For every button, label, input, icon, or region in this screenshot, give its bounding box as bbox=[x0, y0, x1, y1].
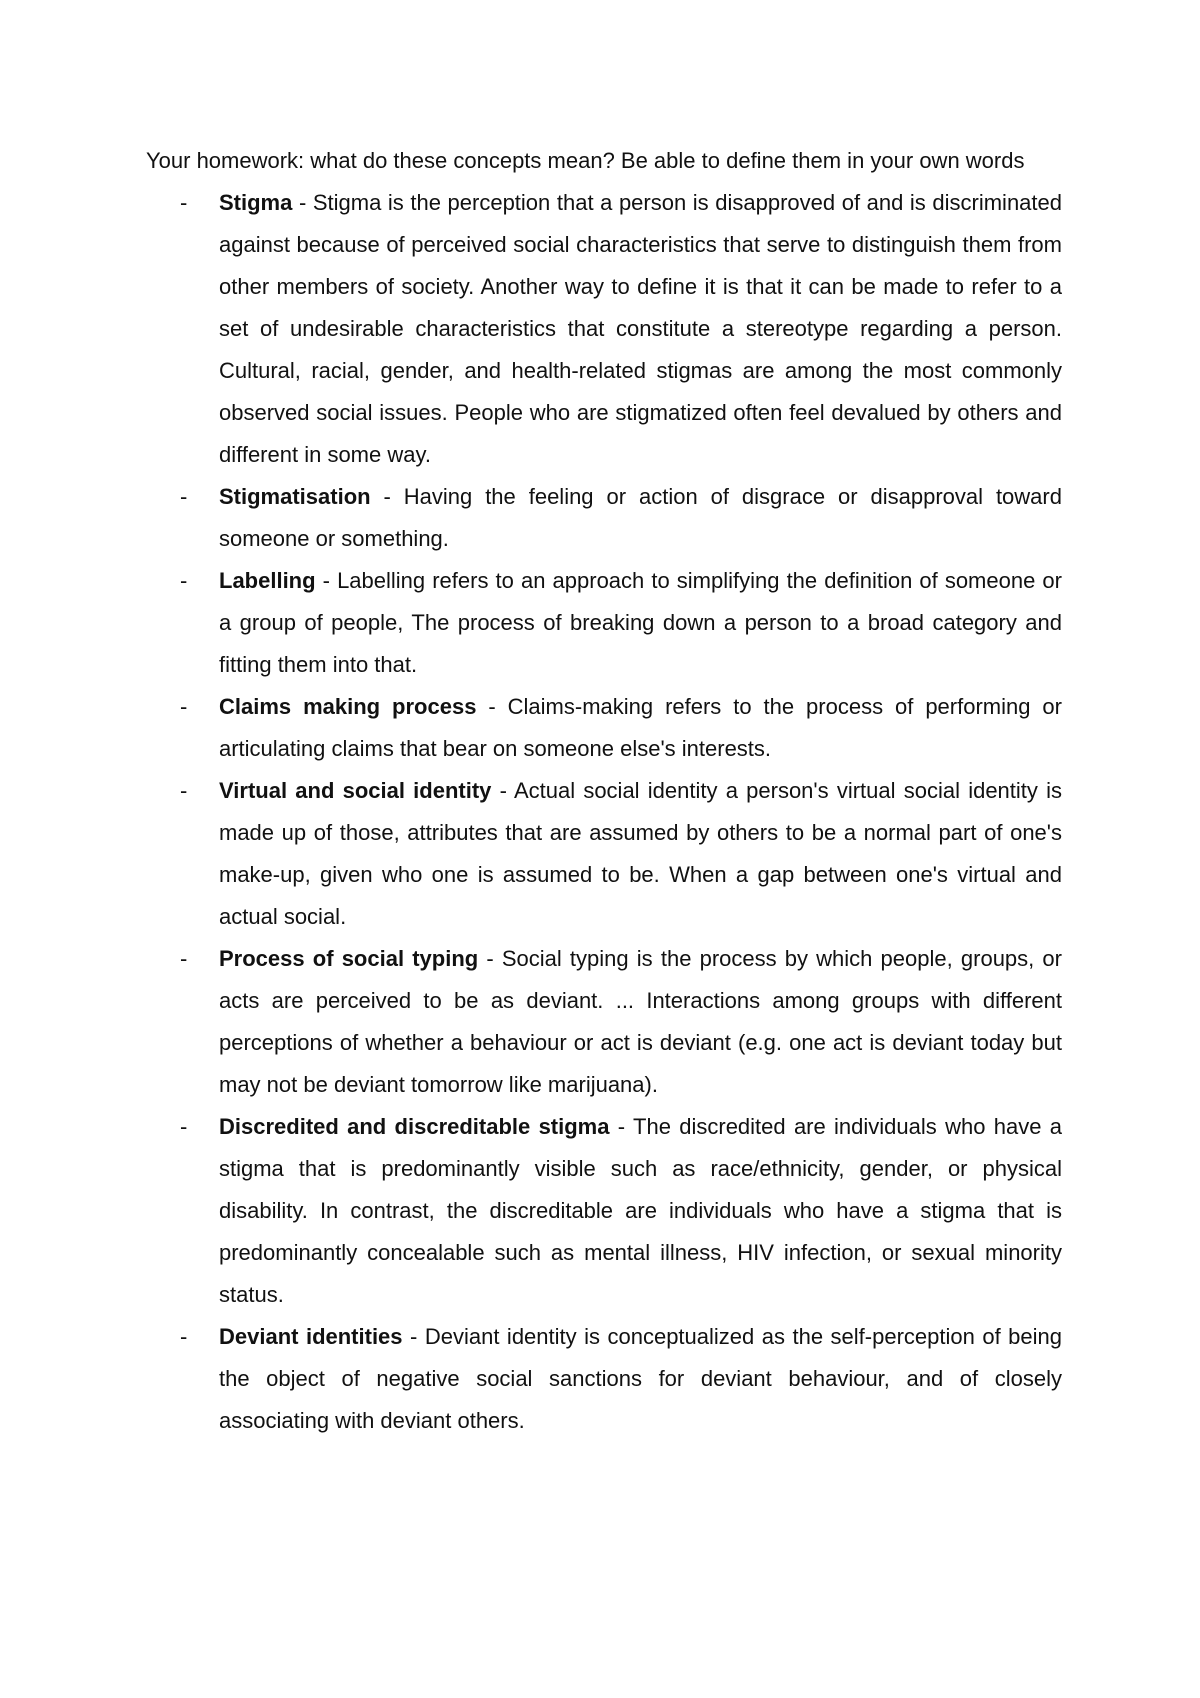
term-separator: - bbox=[402, 1324, 425, 1349]
term-separator: - bbox=[491, 778, 514, 803]
bullet-dash: - bbox=[180, 694, 188, 719]
concept-definition: Stigma is the perception that a person is disapproved of and is discriminated against because of perceived social characteristics that serve to distinguish them from other members of society. Another way to define it is that it can be made to refer to a set of undesirable characteristics that constitute a stereotype regarding a person. Cultural, racial, gender, and health-related stigmas are among the most commonly observed social issues. People who are stigmatized often feel devalued by others and different in some way. bbox=[219, 190, 1062, 467]
bullet-dash: - bbox=[180, 778, 188, 803]
concept-term: Process of social typing bbox=[219, 946, 479, 971]
bullet-dash: - bbox=[180, 1114, 188, 1139]
concept-definition: Deviant identity is conceptualized as the self-perception of being the object of negative social sanctions for deviant behaviour, and of closely associating with deviant others. bbox=[219, 1324, 1062, 1433]
concept-term: Virtual and social identity bbox=[219, 778, 492, 803]
concept-term: Labelling bbox=[219, 568, 316, 593]
bullet-dash: - bbox=[180, 568, 188, 593]
concept-term: Discredited and discreditable stigma bbox=[219, 1114, 610, 1139]
concept-definition: Claims-making refers to the process of performing or articulating claims that bear on someone else's interests. bbox=[219, 694, 1062, 761]
term-separator: - bbox=[370, 484, 404, 509]
concept-list bbox=[146, 182, 1062, 1442]
bullet-dash: - bbox=[180, 190, 188, 215]
concept-definition: The discredited are individuals who have a stigma that is predominantly visible such as race/ethnicity, gender, or physical disability. In contrast, the discreditable are individuals who have a stigma that is predominantly concealable such as mental illness, HIV infection, or sexual minority status. bbox=[219, 1114, 1062, 1307]
concept-term: Stigmatisation bbox=[219, 484, 371, 509]
bullet-dash: - bbox=[180, 484, 188, 509]
concept-term: Claims making process bbox=[219, 694, 477, 719]
list-item bbox=[146, 686, 1062, 770]
list-item bbox=[146, 476, 1062, 560]
concept-definition: Having the feeling or action of disgrace or disapproval toward someone or something. bbox=[219, 484, 1062, 551]
list-item bbox=[146, 770, 1062, 938]
concept-term: Stigma bbox=[219, 190, 293, 215]
list-item bbox=[146, 1106, 1062, 1316]
term-separator: - bbox=[609, 1114, 634, 1139]
list-item bbox=[146, 560, 1062, 686]
homework-intro: Your homework: what do these concepts mean? Be able to define them in your own words bbox=[146, 148, 1025, 173]
bullet-dash: - bbox=[180, 1324, 188, 1349]
term-separator: - bbox=[478, 946, 502, 971]
term-separator: - bbox=[476, 694, 508, 719]
document-body bbox=[146, 140, 1062, 1442]
concept-definition: Social typing is the process by which people, groups, or acts are perceived to be as deviant. ... Interactions among groups with different perceptions of whether a behaviour or act is deviant (e.g. one act is deviant today but may not be deviant tomorrow like marijuana). bbox=[219, 946, 1062, 1097]
bullet-dash: - bbox=[180, 946, 188, 971]
list-item bbox=[146, 1316, 1062, 1442]
list-item bbox=[146, 182, 1062, 476]
term-separator: - bbox=[292, 190, 313, 215]
concept-term: Deviant identities bbox=[219, 1324, 403, 1349]
list-item bbox=[146, 938, 1062, 1106]
term-separator: - bbox=[315, 568, 338, 593]
concept-definition: Actual social identity a person's virtual social identity is made up of those, attributes that are assumed by others to be a normal part of one's make-up, given who one is assumed to be. When a gap between one's virtual and actual social. bbox=[219, 778, 1062, 929]
concept-definition: Labelling refers to an approach to simplifying the definition of someone or a group of people, The process of breaking down a person to a broad category and fitting them into that. bbox=[219, 568, 1062, 677]
